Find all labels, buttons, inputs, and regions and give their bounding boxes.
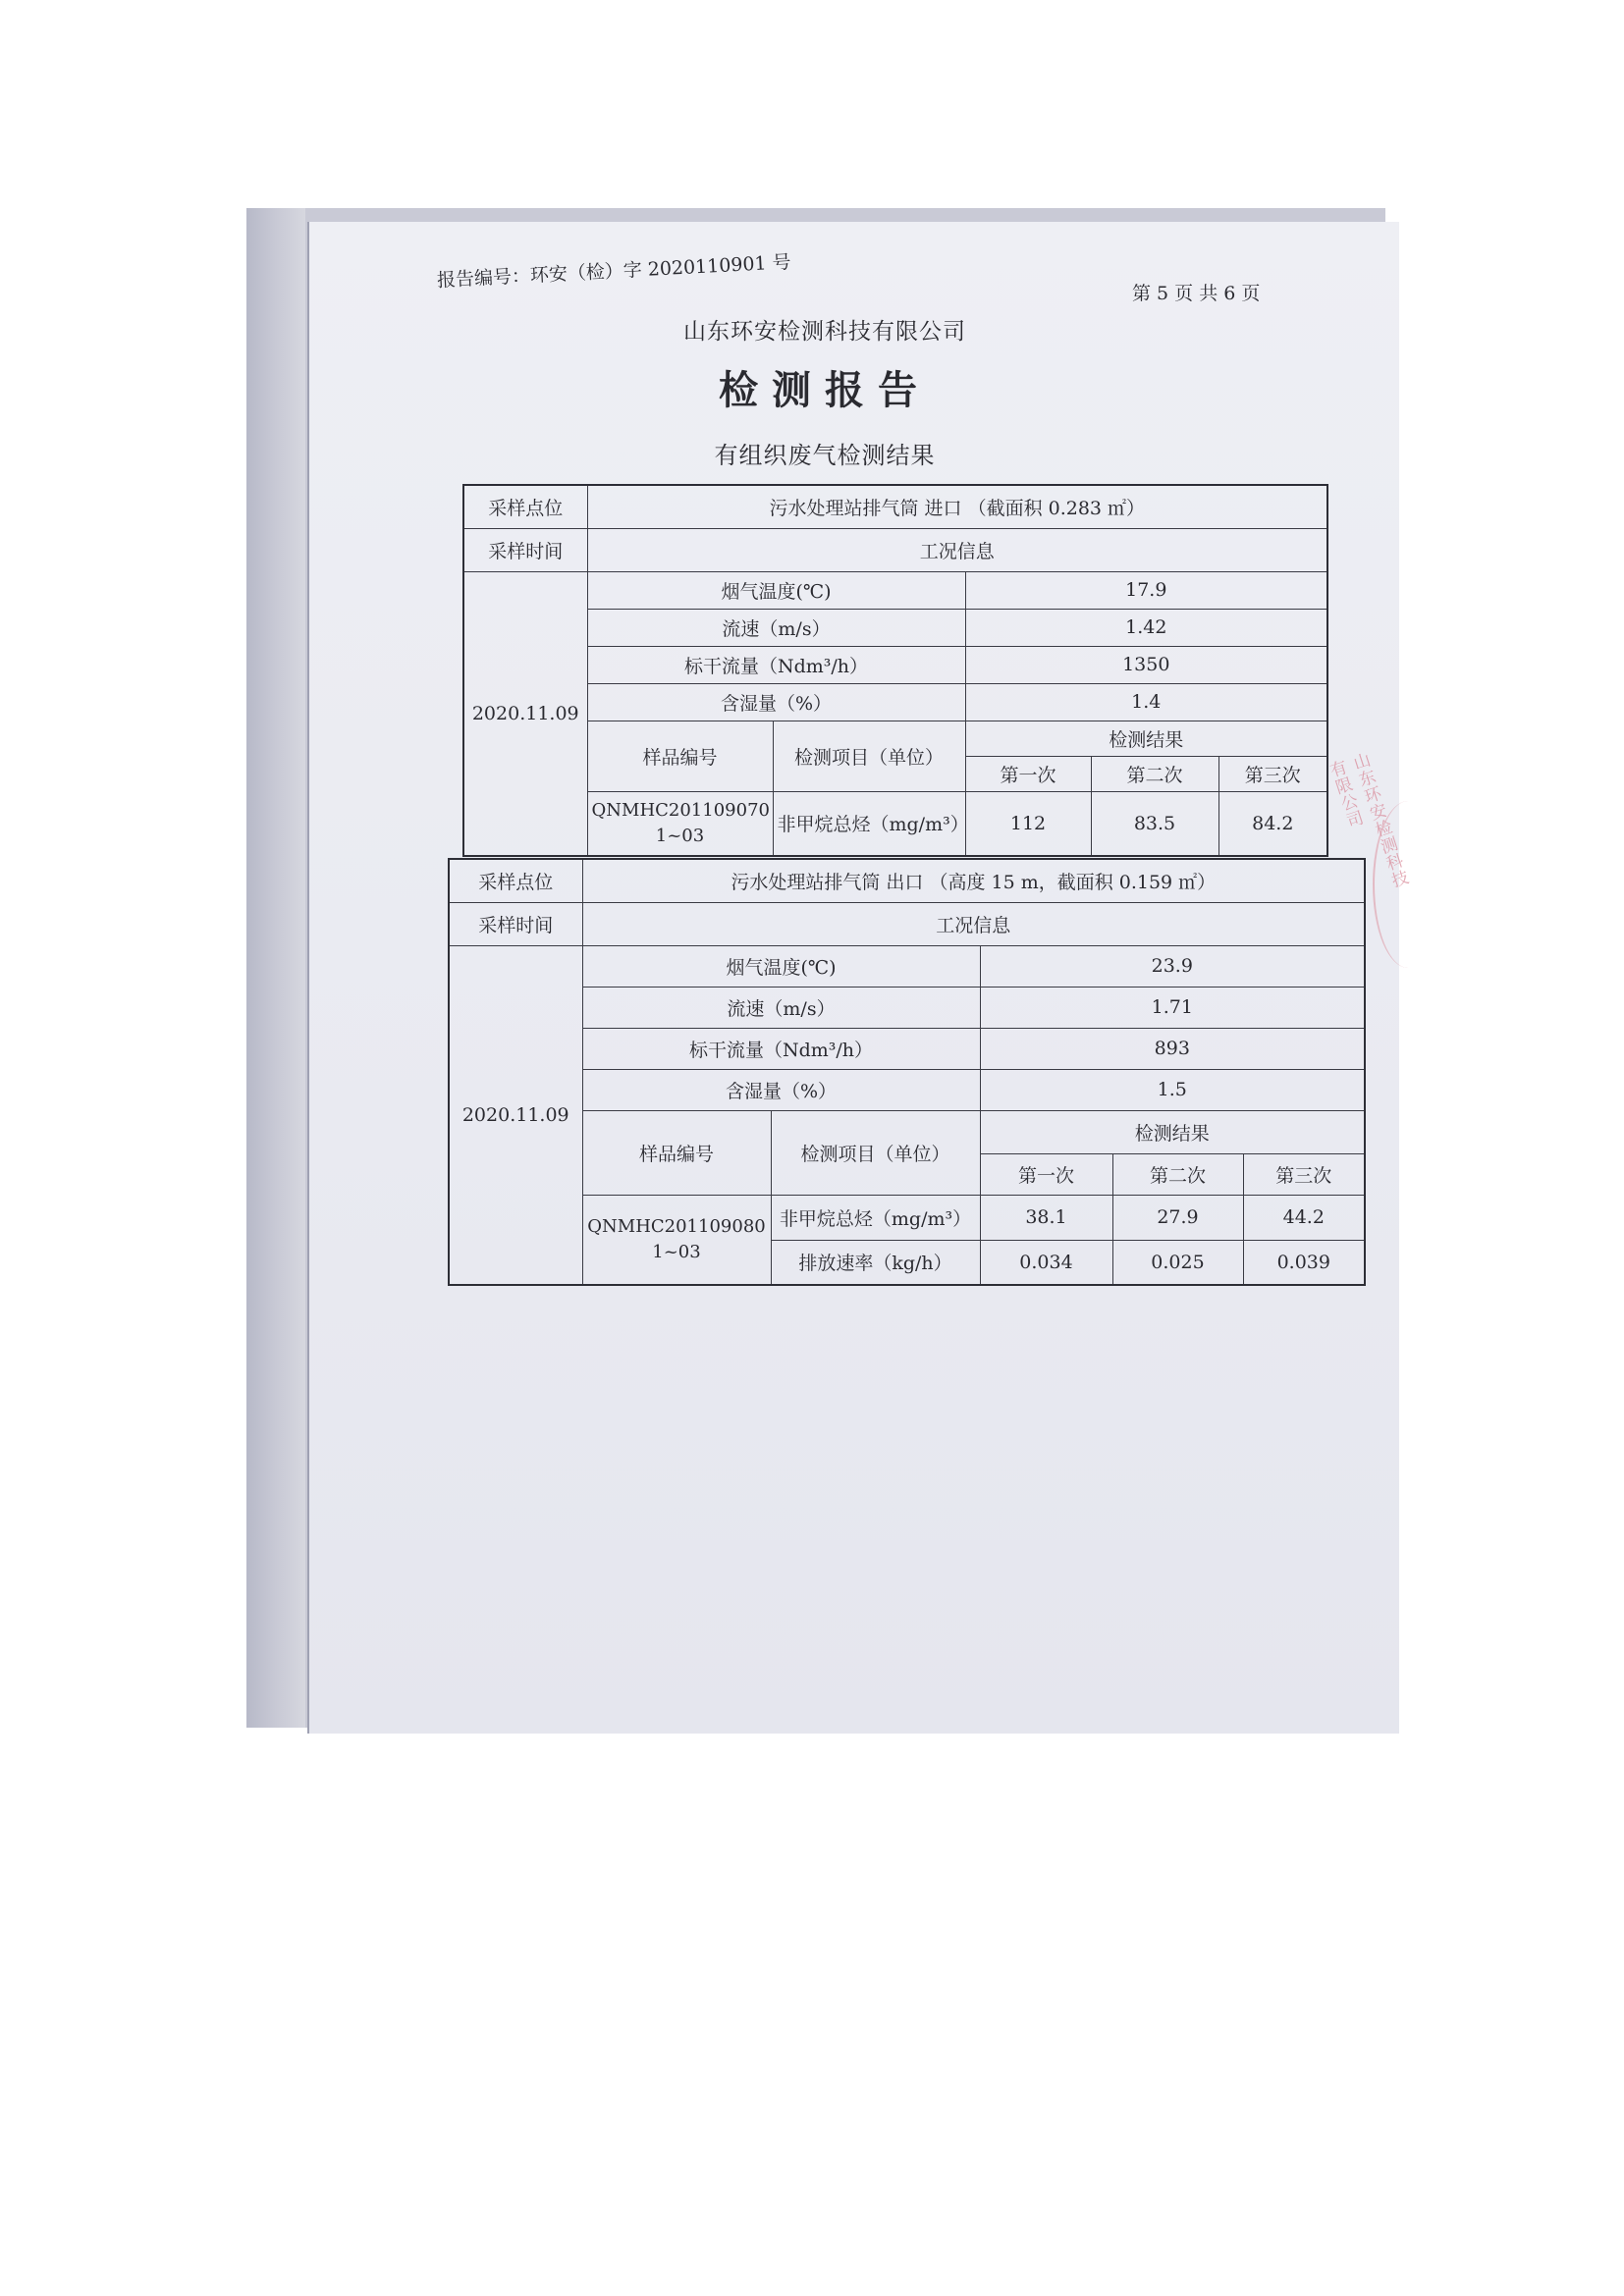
condition-value: 1.5 (980, 1069, 1365, 1110)
round-2-label: 第二次 (1112, 1153, 1243, 1195)
seal-stamp: 山东环安检测科技有限公司 (1324, 750, 1410, 891)
result-value: 83.5 (1091, 791, 1218, 856)
table-row (449, 1195, 1365, 1240)
test-result-label: 检测结果 (980, 1110, 1365, 1153)
condition-name: 标干流量（Ndm³/h） (587, 646, 965, 683)
table-row (463, 791, 1327, 856)
condition-value: 17.9 (965, 571, 1327, 609)
condition-value: 1.71 (980, 987, 1365, 1028)
condition-name: 烟气温度(℃) (582, 945, 980, 987)
round-1-label: 第一次 (980, 1153, 1112, 1195)
sample-id: QNMHC201109070 1~03 (587, 791, 773, 856)
result-value: 84.2 (1218, 791, 1327, 856)
sampling-point-label: 采样点位 (449, 859, 582, 902)
result-value: 112 (965, 791, 1091, 856)
result-value: 0.039 (1243, 1240, 1365, 1285)
table-row (463, 646, 1327, 683)
result-value: 44.2 (1243, 1195, 1365, 1240)
condition-info-label: 工况信息 (582, 902, 1365, 945)
table-row (449, 1028, 1365, 1069)
table-row (463, 485, 1327, 528)
table-row (463, 683, 1327, 721)
condition-name: 标干流量（Ndm³/h） (582, 1028, 980, 1069)
test-item: 非甲烷总烃（mg/m³） (771, 1195, 980, 1240)
sampling-point-value: 污水处理站排气筒 进口 （截面积 0.283 ㎡） (587, 485, 1327, 528)
sampling-date: 2020.11.09 (463, 571, 587, 856)
table-row (449, 859, 1365, 902)
sample-no-label: 样品编号 (587, 721, 773, 791)
table-row (463, 721, 1327, 756)
condition-name: 含湿量（%） (582, 1069, 980, 1110)
table-row (449, 1069, 1365, 1110)
result-value: 0.034 (980, 1240, 1112, 1285)
table-row (449, 902, 1365, 945)
condition-value: 1350 (965, 646, 1327, 683)
binding-edge (246, 208, 305, 1728)
condition-name: 烟气温度(℃) (587, 571, 965, 609)
document-photo (246, 208, 1410, 1728)
sample-no-label: 样品编号 (582, 1110, 771, 1195)
page-number: 第 5 页 共 6 页 (1132, 283, 1261, 304)
sampling-time-label: 采样时间 (463, 528, 587, 571)
report-number: 报告编号：环安（检）字 2020110901 号 (436, 251, 792, 292)
inlet-table (462, 484, 1328, 857)
sampling-date: 2020.11.09 (449, 945, 582, 1285)
condition-value: 1.42 (965, 609, 1327, 646)
condition-name: 流速（m/s） (582, 987, 980, 1028)
condition-value: 23.9 (980, 945, 1365, 987)
test-item: 非甲烷总烃（mg/m³） (773, 791, 965, 856)
condition-value: 893 (980, 1028, 1365, 1069)
condition-info-label: 工况信息 (587, 528, 1327, 571)
report-subtitle: 有组织废气检测结果 (714, 442, 936, 469)
condition-value: 1.4 (965, 683, 1327, 721)
table-row (449, 987, 1365, 1028)
table-row (463, 528, 1327, 571)
report-page (307, 222, 1410, 1734)
result-value: 38.1 (980, 1195, 1112, 1240)
round-3-label: 第三次 (1243, 1153, 1365, 1195)
table-row (449, 1110, 1365, 1153)
round-1-label: 第一次 (965, 756, 1091, 791)
table-row (463, 609, 1327, 646)
table-row (449, 945, 1365, 987)
sampling-time-label: 采样时间 (449, 902, 582, 945)
round-2-label: 第二次 (1091, 756, 1218, 791)
test-result-label: 检测结果 (965, 721, 1327, 756)
outlet-table (448, 858, 1366, 1286)
sample-id: QNMHC201109080 1~03 (582, 1195, 771, 1285)
test-item-label: 检测项目（单位） (773, 721, 965, 791)
company-name: 山东环安检测科技有限公司 (683, 319, 966, 345)
test-item-label: 检测项目（单位） (771, 1110, 980, 1195)
round-3-label: 第三次 (1218, 756, 1327, 791)
result-value: 27.9 (1112, 1195, 1243, 1240)
result-value: 0.025 (1112, 1240, 1243, 1285)
sampling-point-label: 采样点位 (463, 485, 587, 528)
table-row (463, 571, 1327, 609)
test-item: 排放速率（kg/h） (771, 1240, 980, 1285)
condition-name: 流速（m/s） (587, 609, 965, 646)
sampling-point-value: 污水处理站排气筒 出口 （高度 15 m，截面积 0.159 ㎡） (582, 859, 1365, 902)
report-title: 检测报告 (719, 368, 931, 413)
condition-name: 含湿量（%） (587, 683, 965, 721)
